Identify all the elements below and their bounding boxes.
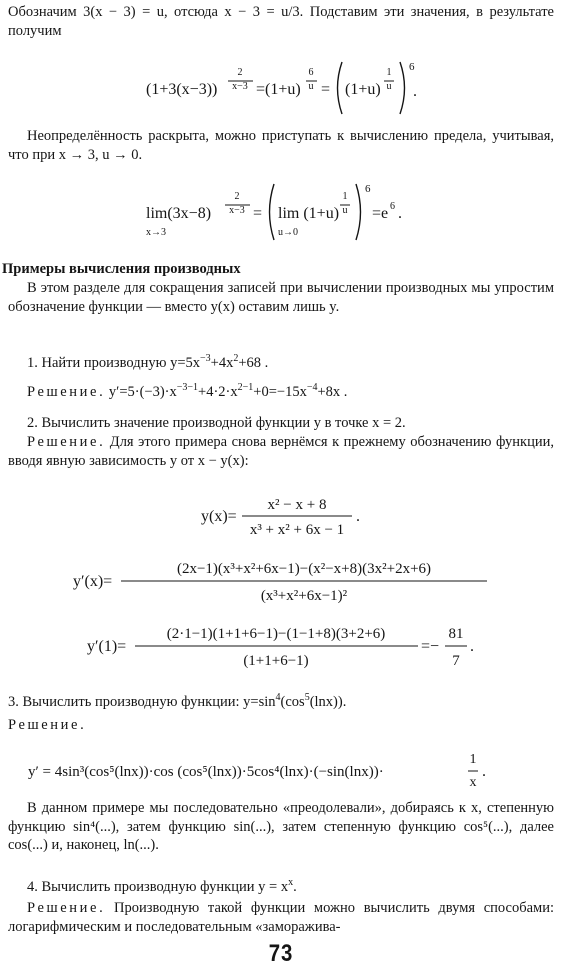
task-3 [8, 689, 554, 711]
svg-text:2: 2 [237, 67, 243, 78]
solution-4-text: Производную такой функции можно вычислить двумя способами: логарифмическим и последовательным «заморажива- [8, 900, 554, 935]
formula-limit-svg [0, 180, 562, 244]
svg-text:lim (1+u): lim (1+u) [278, 205, 340, 222]
svg-text:1: 1 [386, 67, 392, 78]
svg-text:u: u [386, 81, 392, 92]
solution-4 [8, 899, 554, 936]
svg-text:y′(x)=: y′(x)= [73, 573, 113, 590]
svg-text:1: 1 [342, 191, 348, 202]
svg-text:.: . [398, 205, 402, 222]
solution-2-text: Для этого примера снова вернёмся к прежнему обозначению функции, вводя явную зависимость y от x − y(x): [8, 434, 554, 469]
svg-text:=: = [321, 81, 331, 98]
svg-text:lim(3x−8): lim(3x−8) [146, 205, 212, 222]
svg-text:(1+1+6−1): (1+1+6−1) [243, 653, 309, 669]
svg-text:.: . [356, 508, 360, 525]
section-heading: Примеры вычисления производных [2, 261, 241, 277]
svg-text:2: 2 [234, 191, 240, 202]
solution-1 [8, 379, 554, 401]
task-1 [8, 350, 554, 372]
svg-text:u: u [308, 81, 314, 92]
svg-text:6: 6 [390, 201, 395, 212]
svg-text:x² − x + 8: x² − x + 8 [267, 497, 327, 513]
paragraph-intro: В этом разделе для сокращения записей при вычислении производных мы упростим обозначение функции — вместо y(x) оставим лишь y. [8, 280, 554, 315]
paragraph-substitution: Обозначим 3(x − 3) = u, отсюда x − 3 = u/3. Подставим эти значения, в результате получим [8, 4, 554, 39]
svg-text:6: 6 [308, 67, 314, 78]
svg-text:=(1+u): =(1+u) [256, 81, 301, 98]
svg-text:1: 1 [469, 752, 477, 767]
task-3-formula: $y=\sin^4(\cos^5(\ln x))$. [243, 692, 347, 710]
formula-chain-rule-svg [0, 742, 562, 794]
svg-text:.: . [470, 638, 474, 655]
solution-3-label [8, 716, 554, 735]
paragraph-uncertainty: Неопределённость раскрыта, можно приступать к вычислению предела, учитывая, что при x → 3, u → 0. [8, 128, 554, 163]
formula-derivative-at-1 [0, 617, 562, 675]
formula-chain-rule [0, 742, 562, 794]
page-number: 73 [268, 940, 294, 967]
svg-text:y′ = 4sin³(cos⁵(lnx))·cos (cos: y′ = 4sin³(cos⁵(lnx))·cos (cos⁵(lnx))·5cos⁴(lnx)·(−sin(lnx))· [28, 764, 384, 780]
formula-derivative-svg [0, 552, 562, 610]
svg-text:(1+u): (1+u) [345, 81, 381, 98]
solution-1-formula: $y'=5\cdot(-3)\cdot x^{-3-1}+4\cdot 2\cdot x^{2-1}+0=-15x^{-4}+8x$ . [108, 382, 348, 400]
svg-text:y′(1)=: y′(1)= [87, 638, 127, 655]
formula-substitution-svg [0, 56, 562, 118]
formula-y-of-x-svg [0, 487, 562, 543]
svg-text:x³ + x² + 6x − 1: x³ + x² + 6x − 1 [249, 522, 345, 538]
svg-text:=e: =e [372, 205, 389, 222]
svg-text:(x³+x²+6x−1)²: (x³+x²+6x−1)² [260, 588, 348, 604]
svg-text:x−3: x−3 [229, 205, 245, 216]
svg-text:y(x)=: y(x)= [201, 508, 237, 525]
svg-text:.: . [413, 83, 417, 100]
svg-text:7: 7 [452, 653, 460, 669]
task-3-text: 3. Вычислить производную функции: [8, 693, 240, 710]
svg-text:.: . [482, 763, 486, 780]
solution-3-label-text: Решение. [8, 717, 87, 733]
svg-text:u: u [342, 205, 348, 216]
svg-text:(2x−1)(x³+x²+6x−1)−(x²−x+8)(3x: (2x−1)(x³+x²+6x−1)−(x²−x+8)(3x²+2x+6) [176, 561, 432, 577]
task-4-text: 4. Вычислить производную функции y = x [27, 878, 289, 895]
formula-substitution-result [0, 56, 562, 118]
svg-text:81: 81 [448, 626, 464, 642]
solution-1-label: Решение. [27, 383, 106, 400]
svg-text:x→3: x→3 [146, 227, 166, 238]
formula-derivative [0, 552, 562, 610]
task-1-formula: $y=5x^{-3}+4x^2+68$ . [170, 353, 269, 371]
svg-text:(2·1−1)(1+1+6−1)−(1−1+8)(3+2+6: (2·1−1)(1+1+6−1)−(1−1+8)(3+2+6) [166, 626, 386, 642]
svg-text:x−3: x−3 [232, 81, 248, 92]
solution-2-label: Решение. [27, 434, 106, 450]
svg-text:x: x [469, 775, 477, 790]
task-4-sup: x [288, 877, 294, 888]
svg-text:6: 6 [409, 61, 415, 73]
task-4: 4. Вычислить производную функции $y = x^x$. [27, 877, 297, 895]
solution-4-label: Решение. [27, 900, 106, 916]
formula-y-of-x [0, 487, 562, 543]
svg-text:6: 6 [365, 183, 371, 195]
solution-2 [8, 433, 554, 470]
svg-text:=−: =− [421, 638, 440, 655]
svg-text:u→0: u→0 [278, 227, 298, 238]
svg-text:=: = [253, 205, 263, 222]
formula-limit [0, 180, 562, 244]
task-2: 2. Вычислить значение производной функции y в точке x = 2. [27, 415, 406, 431]
task-1-text: 1. Найти производную [27, 354, 167, 371]
formula-derivative-at-1-svg [0, 617, 562, 675]
svg-text:(1+3(x−3)): (1+3(x−3)) [146, 81, 218, 98]
paragraph-explanation: В данном примере мы последовательно «преодолевали», добираясь к x, степенную функцию sin⁴(...), затем функцию sin(...), затем степенную функцию cos⁵(...), далее cos(...) и, наконец, ln(...). [8, 800, 554, 854]
